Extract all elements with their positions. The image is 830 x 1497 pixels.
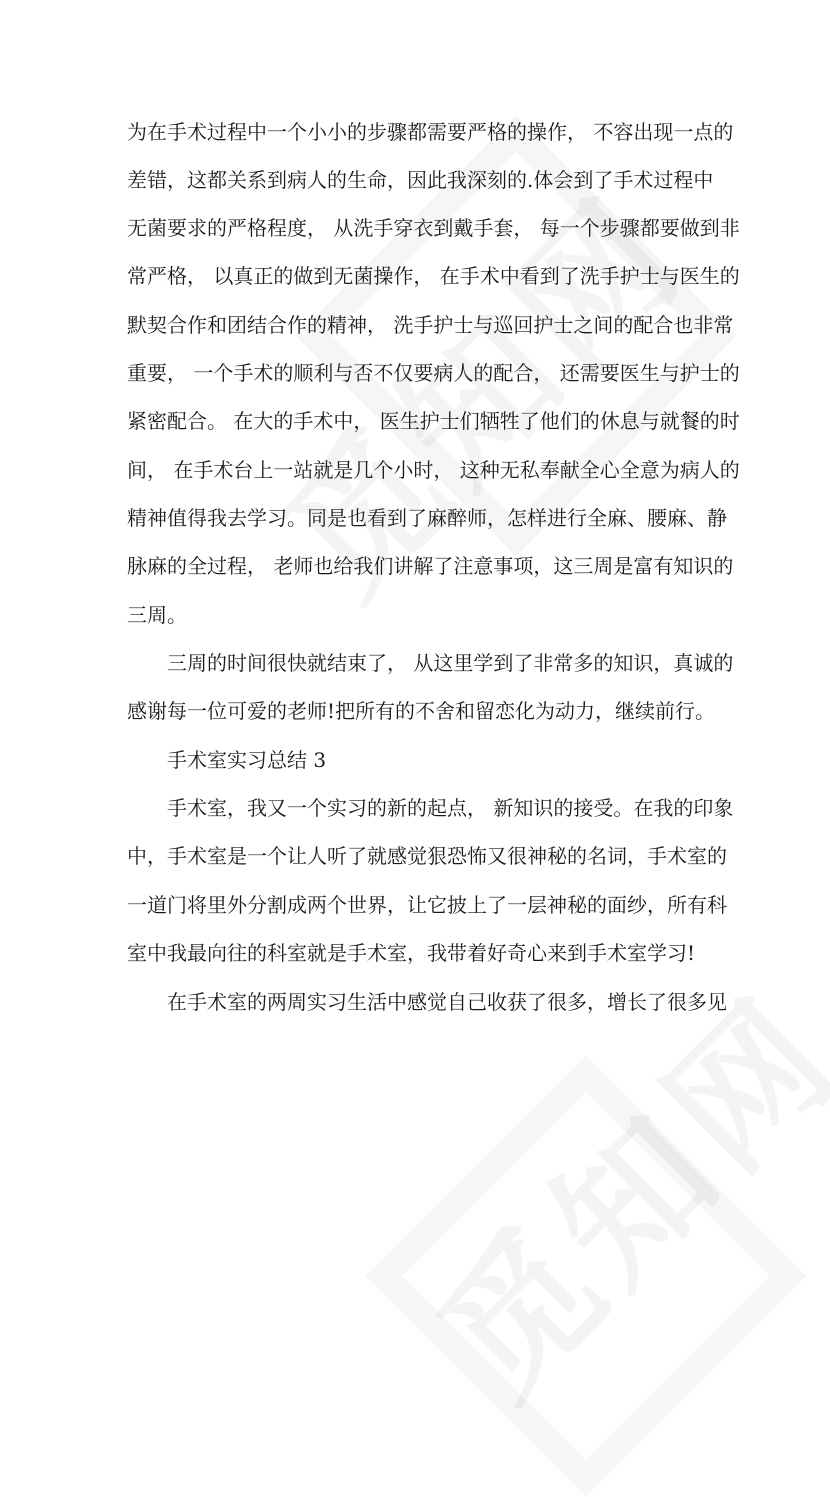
text-line: 感谢每一位可爱的老师!把所有的不舍和留恋化为动力，继续前行。	[127, 699, 716, 723]
text-line: 重要， 一个手术的顺利与否不仅要病人的配合， 还需要医生与护士的	[127, 361, 740, 385]
text-line: 常严格， 以真正的做到无菌操作， 在手术中看到了洗手护士与医生的	[127, 264, 740, 288]
text-line: 精神值得我去学习。同是也看到了麻醉师，怎样进行全麻、腰麻、静	[127, 506, 727, 530]
paragraph-start-line: 三周的时间很快就结束了， 从这里学到了非常多的知识，真诚的	[167, 651, 734, 675]
paragraph-start-line: 手术室，我又一个实习的新的起点， 新知识的接受。在我的印象	[167, 796, 734, 820]
text-line: 为在手术过程中一个小小的步骤都需要严格的操作， 不容出现一点的	[127, 120, 734, 144]
text-line: 一道门将里外分割成两个世界，让它披上了一层神秘的面纱，所有科	[127, 893, 727, 917]
paragraph-start-line: 在手术室的两周实习生活中感觉自己收获了很多，增长了很多见	[167, 990, 727, 1014]
text-line: 紧密配合。 在大的手术中， 医生护士们牺牲了他们的休息与就餐的时	[127, 409, 740, 433]
watermark	[384, 942, 830, 1434]
section-heading: 手术室实习总结 3	[167, 748, 327, 772]
text-line: 脉麻的全过程， 老师也给我们讲解了注意事项，这三周是富有知识的	[127, 554, 734, 578]
text-line: 三周。	[127, 603, 187, 627]
text-line: 差错，这都关系到病人的生命，因此我深刻的.体会到了手术过程中	[127, 168, 714, 192]
text-line: 室中我最向往的科室就是手术室，我带着好奇心来到手术室学习!	[127, 941, 696, 965]
text-line: 中，手术室是一个让人听了就感觉狠恐怖又很神秘的名词，手术室的	[127, 844, 727, 868]
text-line: 无菌要求的严格程度， 从洗手穿衣到戴手套， 每一个步骤都要做到非	[127, 216, 740, 240]
text-line: 间， 在手术台上一站就是几个小时， 这种无私奉献全心全意为病人的	[127, 458, 740, 482]
text-line: 默契合作和团结合作的精神， 洗手护士与巡回护士之间的配合也非常	[127, 313, 734, 337]
watermark-logo-icon	[365, 1055, 806, 1496]
